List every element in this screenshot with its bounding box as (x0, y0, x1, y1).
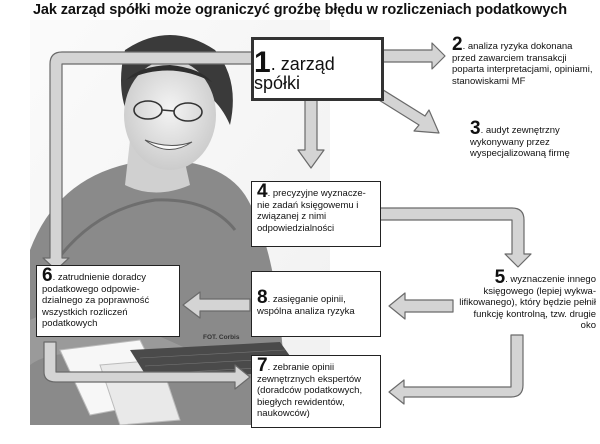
node-3-text: . audyt zewnętrzny wykonywany przez wyspecjalizowaną firmę (470, 125, 570, 159)
arrow-4-to-5 (380, 208, 531, 267)
arrow-5-to-7 (389, 335, 523, 404)
node-3-number: 3 (470, 118, 481, 139)
node-8-number: 8 (257, 287, 268, 308)
node-3-external-audit (470, 118, 588, 160)
node-4-number: 4 (257, 181, 268, 202)
arrow-1-to-2 (383, 43, 445, 69)
node-1-management (251, 37, 384, 101)
node-5-number: 5 (494, 267, 506, 288)
node-8-shared-analysis (251, 271, 381, 337)
node-2-number: 2 (452, 34, 463, 55)
node-5-second-accountant (458, 267, 596, 332)
node-7-number: 7 (257, 355, 268, 376)
arrow-5-to-8 (389, 293, 453, 319)
arrow-8-to-6 (183, 292, 250, 318)
node-6-text: . zatrudnienie doradcy podatkowego odpowie-dzialnego za poprawność wszystkich rozliczeń podatkowych (42, 272, 150, 329)
node-5-text: . wyznaczenie innego księgowego (lepiej wykwa-lifikowanego), który będzie pełnił funkcję kontrolną, tzw. drugie oko (459, 274, 596, 331)
arrow-1-to-4 (298, 100, 324, 168)
node-7-external-experts (251, 355, 381, 428)
node-2-text: . analiza ryzyka dokonana przed zawarciem transakcji poparta interpretacjami, opiniami, stanowiskami MF (452, 41, 593, 87)
node-1-number: 1 (254, 46, 271, 80)
page-title: Jak zarząd spółki może ograniczyć groźbę błędu w rozliczeniach podatkowych (32, 2, 568, 18)
node-4-accountant-tasks (251, 181, 381, 247)
arrow-6-to-7 (44, 342, 250, 389)
node-1-text: . zarząd spółki (254, 54, 335, 94)
node-8-text: . zasięganie opinii, wspólna analiza ryzyka (257, 294, 355, 317)
node-4-text: . precyzyjne wyznacze-nie zadań księgowemu i związanej z nimi odpowiedzialności (257, 188, 366, 234)
node-7-text: . zebranie opinii zewnętrznych ekspertów (doradców podatkowych, biegłych rewidentów, naukowców) (257, 362, 363, 419)
node-6-tax-advisor (36, 265, 180, 337)
node-2-risk-analysis (452, 34, 594, 87)
arrow-1-to-6 (43, 52, 252, 270)
node-6-number: 6 (42, 265, 53, 286)
photo-credit: FOT. Corbis (203, 334, 240, 341)
